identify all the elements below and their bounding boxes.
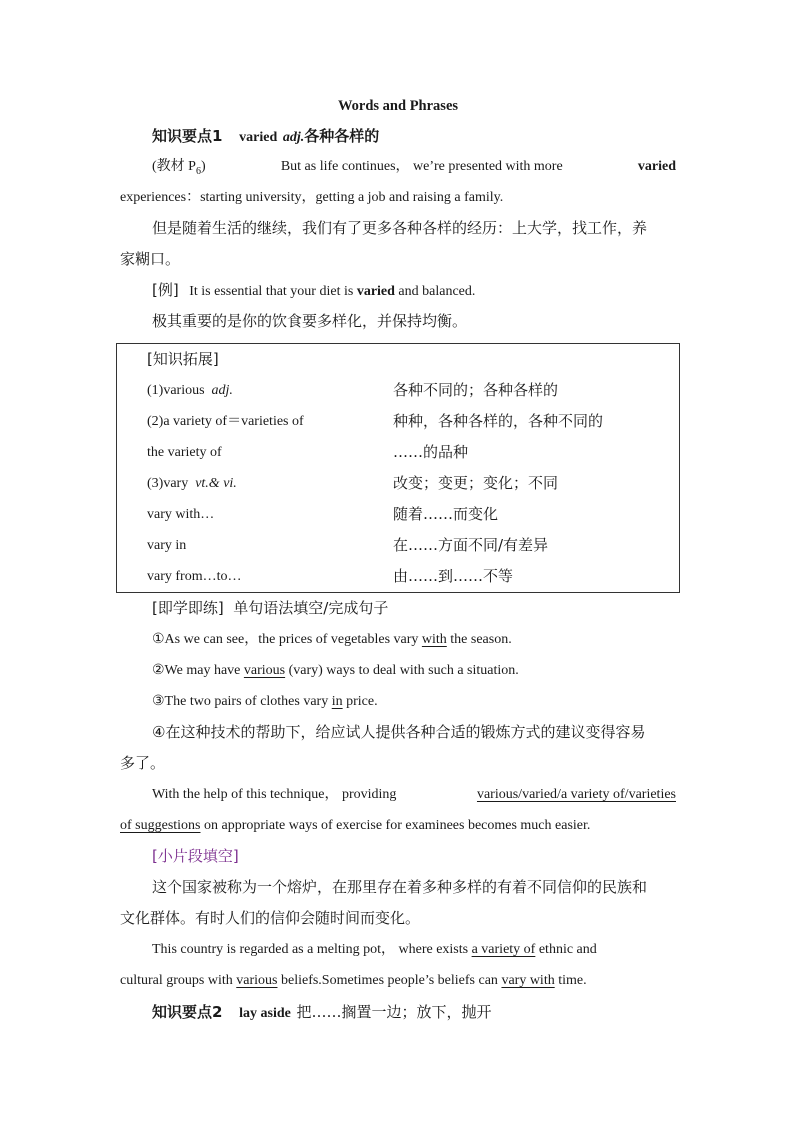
extension-header: [知识拓展] <box>147 350 219 368</box>
answer-blank: in <box>331 694 343 709</box>
answer-blank: a variety of <box>471 942 536 957</box>
point-label: 知识要点1 <box>152 127 223 145</box>
answer-blank: vary with <box>501 973 555 988</box>
example-translation: 极其重要的是你的饮食要多样化，并保持均衡。 <box>152 312 468 330</box>
textbook-translation-line-1: 但是随着生活的继续，我们有了更多各种各样的经历：上大学，找工作，养 <box>152 219 648 237</box>
example-sentence: [例] It is essential that your diet is varied and balanced. <box>152 281 476 299</box>
answer-blank: of suggestions <box>120 818 201 833</box>
answer-blank: various/varied/a variety of/varieties <box>476 787 676 802</box>
part-of-speech: adj. <box>282 130 305 145</box>
headword: varied <box>239 130 278 145</box>
practice-question-2: ②We may have various (vary) ways to deal with such a situation. <box>152 663 519 678</box>
fragment-en-line-2: cultural groups with various beliefs.Sometimes people’s beliefs can vary with time. <box>120 973 587 988</box>
fragment-cn-line-1: 这个国家被称为一个熔炉，在那里存在着多种多样的有着不同信仰的民族和 <box>152 878 648 896</box>
extension-row: vary with… 随着……而变化 <box>147 505 499 523</box>
extension-row: the variety of ……的品种 <box>147 443 469 461</box>
document-page <box>120 92 676 1027</box>
answer-blank: with <box>421 632 447 647</box>
practice-question-4-en-line-1: With the help of this technique， providing various/varied/a variety of/varieties <box>120 779 676 810</box>
textbook-keyword: varied <box>637 159 676 174</box>
knowledge-point-1-heading <box>120 120 676 151</box>
extension-row: (1)various adj. 各种不同的；各种各样的 <box>147 381 559 399</box>
practice-question-1: ①As we can see，the prices of vegetables vary with the season. <box>152 632 512 647</box>
knowledge-point-2-heading: 知识要点2 lay aside 把……搁置一边；放下，抛开 <box>152 1003 492 1021</box>
practice-header: [即学即练] 单句语法填空/完成句子 <box>152 599 389 617</box>
practice-question-4-en-line-2: of suggestions on appropriate ways of exercise for examinees becomes much easier. <box>120 818 591 833</box>
textbook-translation-line-2: 家糊口。 <box>120 250 181 268</box>
textbook-quote-line-1 <box>120 151 676 182</box>
textbook-quote-line-2: experiences：starting university，getting a job and raising a family. <box>120 190 504 205</box>
fragment-en-line-1: This country is regarded as a melting pot， where exists a variety of ethnic and <box>152 942 597 957</box>
fragment-header: [小片段填空] <box>152 847 239 865</box>
extension-row: (2)a variety of＝varieties of 种种，各种各样的，各种不同的 <box>147 412 604 430</box>
textbook-sentence-start: But as life continues， we’re presented with more <box>280 159 563 174</box>
headword-meaning: 各种各样的 <box>304 127 380 145</box>
practice-question-3: ③The two pairs of clothes vary in price. <box>152 694 378 709</box>
practice-question-4-cn-line-2: 多了。 <box>120 754 166 772</box>
extension-row: vary from…to… 由……到……不等 <box>147 567 514 585</box>
example-tag: [例] <box>152 281 179 299</box>
fragment-cn-line-2: 文化群体。有时人们的信仰会随时间而变化。 <box>120 909 421 927</box>
textbook-ref: (教材 $P_6$) <box>152 159 206 177</box>
knowledge-extension-box <box>116 343 680 593</box>
extension-row: vary in 在……方面不同/有差异 <box>147 536 549 554</box>
answer-blank: various <box>243 663 286 678</box>
answer-blank: various <box>236 973 278 988</box>
extension-row: (3)vary vt.& vi. 改变；变更；变化；不同 <box>147 474 559 492</box>
page-title: Words and Phrases <box>337 98 459 114</box>
practice-question-4-cn-line-1: ④在这种技术的帮助下，给应试人提供各种合适的锻炼方式的建议变得容易 <box>152 723 646 741</box>
